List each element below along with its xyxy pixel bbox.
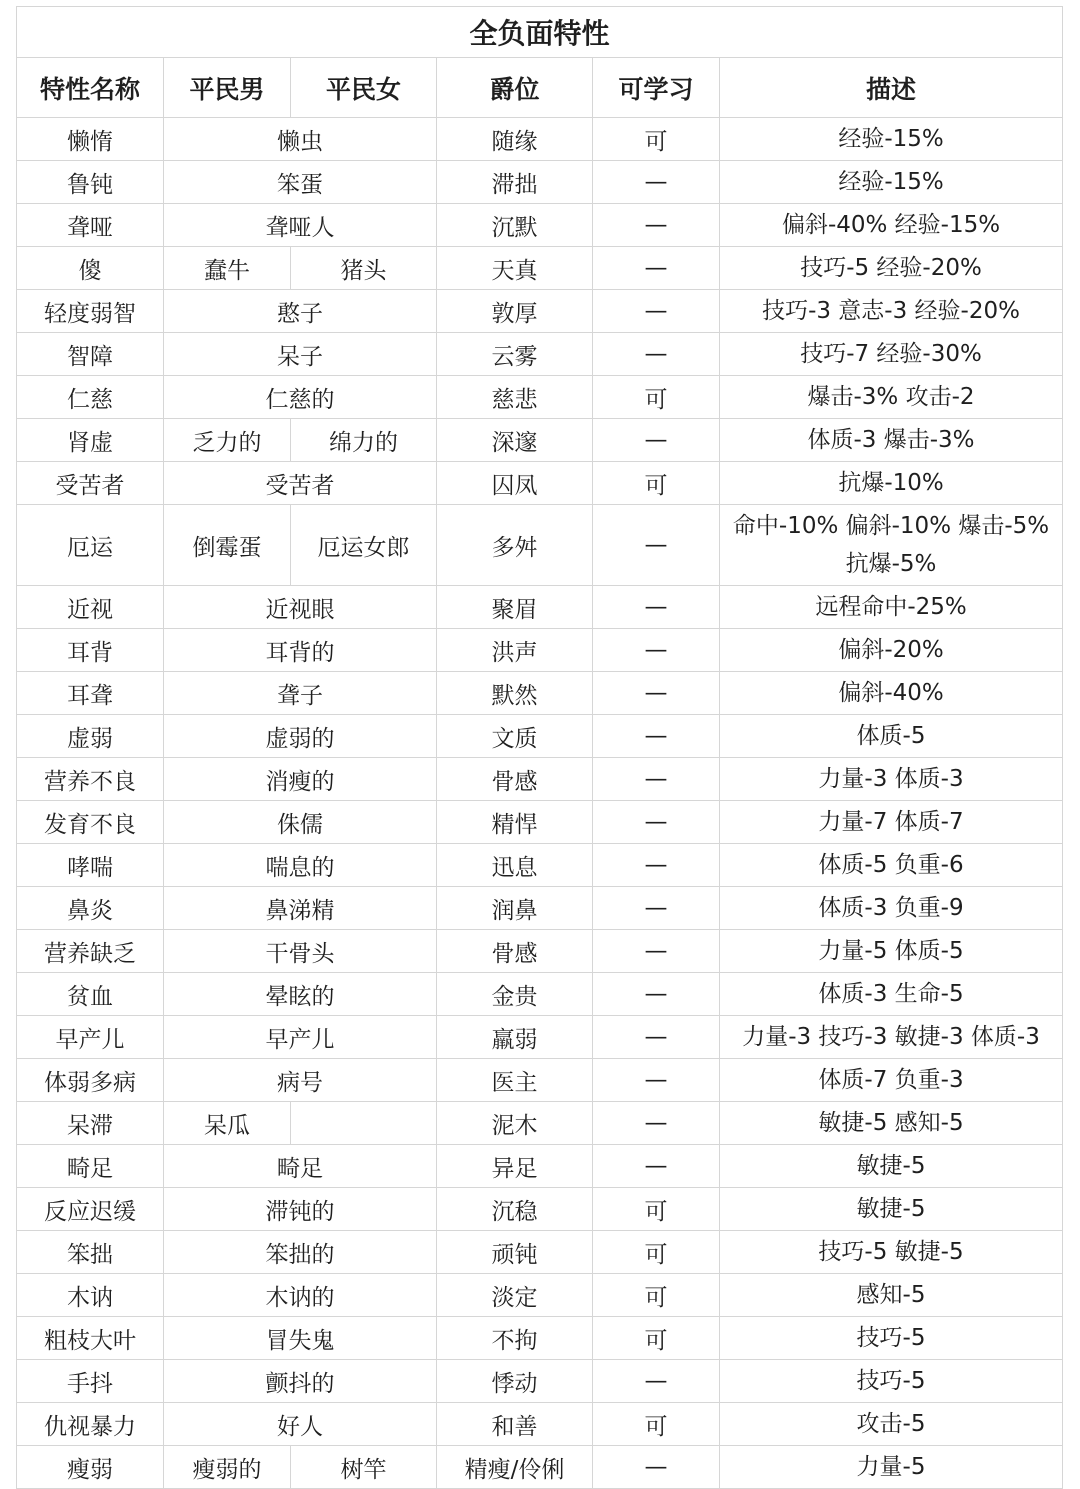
table-body [17,118,1063,1489]
commoner-title-cell: 近视眼 [164,586,437,629]
learnable-cell: — [593,844,720,887]
learnable-cell: — [593,1102,720,1145]
noble-title-cell: 云雾 [437,333,593,376]
table-row [17,118,1063,161]
noble-title-cell: 骨感 [437,758,593,801]
trait-name-cell: 反应迟缓 [17,1188,164,1231]
table-row [17,1145,1063,1188]
noble-title-cell: 迅息 [437,844,593,887]
trait-name-cell: 营养缺乏 [17,930,164,973]
noble-title-cell: 敦厚 [437,290,593,333]
description-cell: 偏斜-40% [720,672,1063,715]
trait-name-cell: 受苦者 [17,462,164,505]
trait-name-cell: 体弱多病 [17,1059,164,1102]
commoner-title-cell: 虚弱的 [164,715,437,758]
table-row [17,801,1063,844]
male-title-cell: 瘦弱的 [164,1446,291,1489]
trait-name-cell: 耳聋 [17,672,164,715]
noble-title-cell: 羸弱 [437,1016,593,1059]
table-row [17,629,1063,672]
description-cell: 偏斜-20% [720,629,1063,672]
description-cell: 力量-5 [720,1446,1063,1489]
trait-name-cell: 呆滞 [17,1102,164,1145]
noble-title-cell: 悸动 [437,1360,593,1403]
description-cell: 力量-5 体质-5 [720,930,1063,973]
table-row [17,1403,1063,1446]
table-row [17,586,1063,629]
noble-title-cell: 润鼻 [437,887,593,930]
table-row [17,1231,1063,1274]
noble-title-cell: 精瘦/伶俐 [437,1446,593,1489]
commoner-title-cell: 侏儒 [164,801,437,844]
learnable-cell: — [593,204,720,247]
description-cell: 力量-7 体质-7 [720,801,1063,844]
learnable-cell: — [593,333,720,376]
noble-title-cell: 聚眉 [437,586,593,629]
female-title-cell: 绵力的 [291,419,437,462]
female-title-cell [291,1102,437,1145]
trait-name-cell: 木讷 [17,1274,164,1317]
learnable-cell: — [593,1016,720,1059]
commoner-title-cell: 懒虫 [164,118,437,161]
commoner-title-cell: 晕眩的 [164,973,437,1016]
commoner-title-cell: 笨拙的 [164,1231,437,1274]
table-row [17,715,1063,758]
description-cell: 技巧-7 经验-30% [720,333,1063,376]
commoner-title-cell: 早产儿 [164,1016,437,1059]
description-cell: 技巧-3 意志-3 经验-20% [720,290,1063,333]
commoner-title-cell: 畸足 [164,1145,437,1188]
trait-name-cell: 轻度弱智 [17,290,164,333]
trait-name-cell: 贫血 [17,973,164,1016]
learnable-cell: — [593,419,720,462]
description-cell: 经验-15% [720,118,1063,161]
trait-name-cell: 傻 [17,247,164,290]
description-cell: 技巧-5 敏捷-5 [720,1231,1063,1274]
learnable-cell: — [593,505,720,586]
description-cell: 力量-3 技巧-3 敏捷-3 体质-3 [720,1016,1063,1059]
learnable-cell: — [593,930,720,973]
trait-name-cell: 虚弱 [17,715,164,758]
description-cell: 体质-5 负重-6 [720,844,1063,887]
commoner-title-cell: 病号 [164,1059,437,1102]
traits-table [16,6,1063,1489]
noble-title-cell: 默然 [437,672,593,715]
commoner-title-cell: 消瘦的 [164,758,437,801]
noble-title-cell: 随缘 [437,118,593,161]
description-cell: 技巧-5 经验-20% [720,247,1063,290]
noble-title-cell: 深邃 [437,419,593,462]
learnable-cell: — [593,887,720,930]
header-trait-name: 特性名称 [17,58,164,118]
noble-title-cell: 天真 [437,247,593,290]
learnable-cell: 可 [593,1188,720,1231]
noble-title-cell: 文质 [437,715,593,758]
table-row [17,376,1063,419]
commoner-title-cell: 鼻涕精 [164,887,437,930]
table-row [17,290,1063,333]
learnable-cell: — [593,758,720,801]
table-row [17,1102,1063,1145]
learnable-cell: — [593,672,720,715]
description-cell: 体质-5 [720,715,1063,758]
header-female: 平民女 [291,58,437,118]
description-cell: 体质-3 生命-5 [720,973,1063,1016]
table-row [17,204,1063,247]
table-row [17,247,1063,290]
commoner-title-cell: 呆子 [164,333,437,376]
commoner-title-cell: 冒失鬼 [164,1317,437,1360]
commoner-title-cell: 好人 [164,1403,437,1446]
commoner-title-cell: 聋哑人 [164,204,437,247]
noble-title-cell: 异足 [437,1145,593,1188]
table-row [17,887,1063,930]
male-title-cell: 蠢牛 [164,247,291,290]
description-cell: 技巧-5 [720,1317,1063,1360]
table-row [17,1016,1063,1059]
trait-name-cell: 肾虚 [17,419,164,462]
noble-title-cell: 泥木 [437,1102,593,1145]
table-row [17,419,1063,462]
commoner-title-cell: 仁慈的 [164,376,437,419]
trait-name-cell: 哮喘 [17,844,164,887]
trait-name-cell: 耳背 [17,629,164,672]
trait-name-cell: 粗枝大叶 [17,1317,164,1360]
noble-title-cell: 囚凤 [437,462,593,505]
table-row [17,1274,1063,1317]
description-cell: 力量-3 体质-3 [720,758,1063,801]
header-description: 描述 [720,58,1063,118]
commoner-title-cell: 受苦者 [164,462,437,505]
learnable-cell: 可 [593,1231,720,1274]
header-male: 平民男 [164,58,291,118]
female-title-cell: 猪头 [291,247,437,290]
learnable-cell: 可 [593,1317,720,1360]
table-row [17,973,1063,1016]
learnable-cell: — [593,715,720,758]
learnable-cell: 可 [593,1274,720,1317]
noble-title-cell: 和善 [437,1403,593,1446]
commoner-title-cell: 笨蛋 [164,161,437,204]
description-cell: 体质-7 负重-3 [720,1059,1063,1102]
noble-title-cell: 淡定 [437,1274,593,1317]
female-title-cell: 树竿 [291,1446,437,1489]
description-cell: 敏捷-5 感知-5 [720,1102,1063,1145]
trait-name-cell: 懒惰 [17,118,164,161]
noble-title-cell: 金贵 [437,973,593,1016]
commoner-title-cell: 耳背的 [164,629,437,672]
trait-name-cell: 瘦弱 [17,1446,164,1489]
trait-name-cell: 鲁钝 [17,161,164,204]
description-cell: 远程命中-25% [720,586,1063,629]
commoner-title-cell: 喘息的 [164,844,437,887]
description-cell: 体质-3 负重-9 [720,887,1063,930]
learnable-cell: 可 [593,118,720,161]
table-row [17,333,1063,376]
table-container [16,6,1063,1489]
noble-title-cell: 洪声 [437,629,593,672]
trait-name-cell: 手抖 [17,1360,164,1403]
learnable-cell: — [593,1145,720,1188]
noble-title-cell: 沉默 [437,204,593,247]
male-title-cell: 乏力的 [164,419,291,462]
trait-name-cell: 畸足 [17,1145,164,1188]
header-learnable: 可学习 [593,58,720,118]
table-row [17,161,1063,204]
trait-name-cell: 早产儿 [17,1016,164,1059]
description-cell: 技巧-5 [720,1360,1063,1403]
learnable-cell: — [593,801,720,844]
learnable-cell: — [593,1059,720,1102]
learnable-cell: — [593,161,720,204]
learnable-cell: 可 [593,1403,720,1446]
table-row [17,462,1063,505]
noble-title-cell: 医主 [437,1059,593,1102]
commoner-title-cell: 滞钝的 [164,1188,437,1231]
commoner-title-cell: 颤抖的 [164,1360,437,1403]
trait-name-cell: 发育不良 [17,801,164,844]
trait-name-cell: 厄运 [17,505,164,586]
commoner-title-cell: 干骨头 [164,930,437,973]
description-cell: 命中-10% 偏斜-10% 爆击-5% 抗爆-5% [720,505,1063,586]
description-cell: 爆击-3% 攻击-2 [720,376,1063,419]
commoner-title-cell: 憨子 [164,290,437,333]
table-row [17,844,1063,887]
noble-title-cell: 沉稳 [437,1188,593,1231]
noble-title-cell: 多舛 [437,505,593,586]
noble-title-cell: 精悍 [437,801,593,844]
trait-name-cell: 仇视暴力 [17,1403,164,1446]
noble-title-cell: 滞拙 [437,161,593,204]
female-title-cell: 厄运女郎 [291,505,437,586]
male-title-cell: 倒霉蛋 [164,505,291,586]
learnable-cell: 可 [593,376,720,419]
learnable-cell: — [593,629,720,672]
learnable-cell: — [593,1446,720,1489]
table-row [17,505,1063,586]
description-cell: 敏捷-5 [720,1145,1063,1188]
learnable-cell: — [593,586,720,629]
description-cell: 偏斜-40% 经验-15% [720,204,1063,247]
trait-name-cell: 近视 [17,586,164,629]
male-title-cell: 呆瓜 [164,1102,291,1145]
learnable-cell: 可 [593,462,720,505]
description-cell: 攻击-5 [720,1403,1063,1446]
noble-title-cell: 不拘 [437,1317,593,1360]
noble-title-cell: 慈悲 [437,376,593,419]
table-row [17,1360,1063,1403]
commoner-title-cell: 木讷的 [164,1274,437,1317]
description-cell: 抗爆-10% [720,462,1063,505]
trait-name-cell: 鼻炎 [17,887,164,930]
learnable-cell: — [593,247,720,290]
table-row [17,672,1063,715]
table-row [17,758,1063,801]
table-row [17,1059,1063,1102]
table-row [17,930,1063,973]
learnable-cell: — [593,290,720,333]
header-noble: 爵位 [437,58,593,118]
trait-name-cell: 智障 [17,333,164,376]
noble-title-cell: 骨感 [437,930,593,973]
trait-name-cell: 笨拙 [17,1231,164,1274]
trait-name-cell: 聋哑 [17,204,164,247]
table-row [17,1317,1063,1360]
description-cell: 敏捷-5 [720,1188,1063,1231]
noble-title-cell: 顽钝 [437,1231,593,1274]
learnable-cell: — [593,973,720,1016]
trait-name-cell: 仁慈 [17,376,164,419]
table-title: 全负面特性 [17,7,1063,58]
trait-name-cell: 营养不良 [17,758,164,801]
commoner-title-cell: 聋子 [164,672,437,715]
table-row [17,1188,1063,1231]
table-row [17,1446,1063,1489]
learnable-cell: — [593,1360,720,1403]
description-cell: 经验-15% [720,161,1063,204]
description-cell: 感知-5 [720,1274,1063,1317]
description-cell: 体质-3 爆击-3% [720,419,1063,462]
